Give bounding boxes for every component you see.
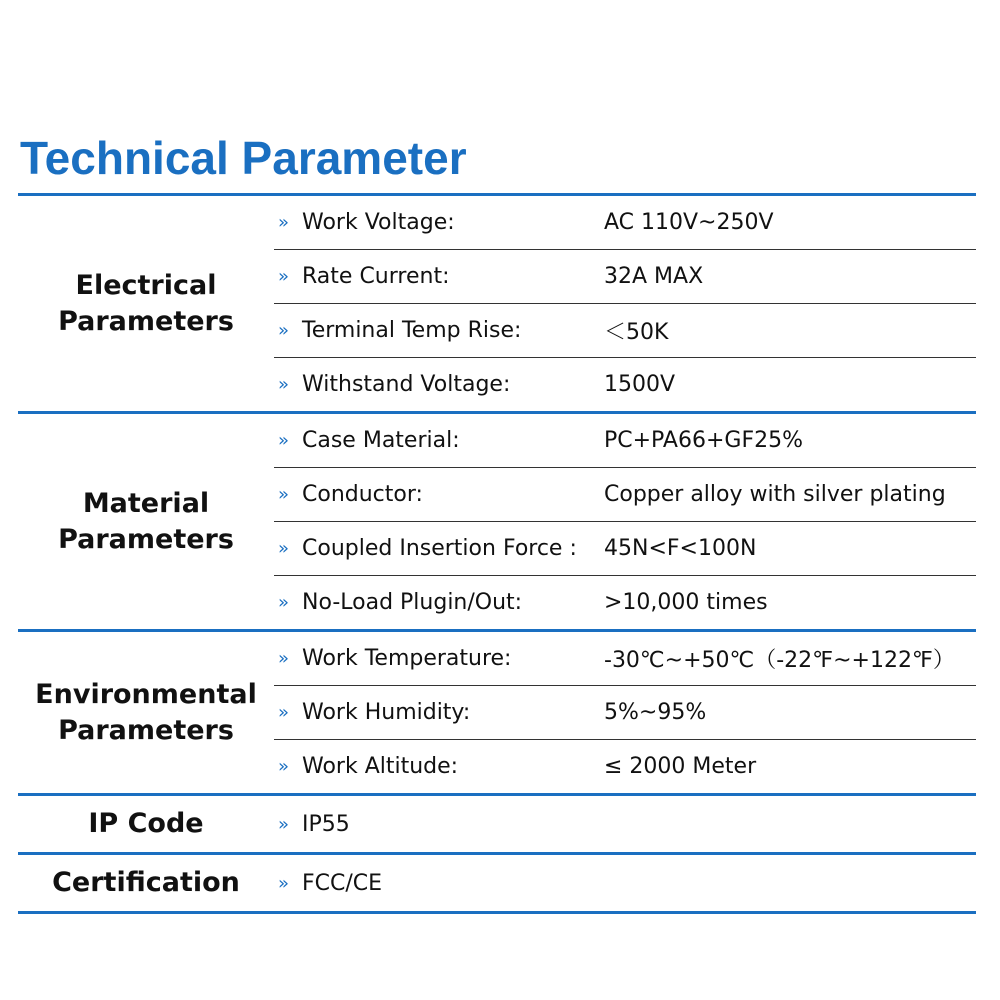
param-value: 45N<F<100N <box>604 536 757 561</box>
group-environmental-parameters <box>18 629 976 793</box>
spec-table <box>18 193 976 914</box>
table-row <box>274 304 976 358</box>
param-value: 32A MAX <box>604 264 704 289</box>
param-value: 1500V <box>604 372 676 397</box>
param-value: Copper alloy with silver plating <box>604 482 946 507</box>
group-rows <box>274 855 976 911</box>
group-label: Electrical Parameters <box>58 269 234 337</box>
group-electrical-parameters <box>18 193 976 411</box>
table-row <box>274 468 976 522</box>
group-rows <box>274 414 976 629</box>
param-value: -30℃~+50℃（-22℉~+122℉） <box>604 648 955 673</box>
bullet-icon: » <box>278 374 290 395</box>
table-row <box>274 358 976 411</box>
bullet-icon: » <box>278 266 290 287</box>
table-row <box>274 855 976 911</box>
param-value: ＜50K <box>604 320 669 345</box>
group-label-cell <box>18 796 274 852</box>
param-name: Terminal Temp Rise: <box>302 318 522 343</box>
bullet-icon: » <box>278 592 290 613</box>
group-label: IP Code <box>88 808 204 839</box>
param-name: Work Voltage: <box>302 210 455 235</box>
table-row <box>274 796 976 852</box>
param-name: Work Altitude: <box>302 754 459 779</box>
group-label-cell <box>18 632 274 793</box>
param-value: 5%~95% <box>604 700 707 725</box>
param-name: Work Temperature: <box>302 646 512 671</box>
bullet-icon: » <box>278 430 290 451</box>
group-label: Material Parameters <box>58 487 234 555</box>
group-rows <box>274 196 976 411</box>
group-rows <box>274 632 976 793</box>
group-label: Environmental Parameters <box>35 678 257 746</box>
bullet-icon: » <box>278 484 290 505</box>
table-row <box>274 196 976 250</box>
param-value: FCC/CE <box>302 870 383 896</box>
param-name: Rate Current: <box>302 264 450 289</box>
param-value: >10,000 times <box>604 590 768 615</box>
bullet-icon: » <box>278 813 290 835</box>
table-row <box>274 632 976 686</box>
group-certification <box>18 852 976 914</box>
param-name: Withstand Voltage: <box>302 372 511 397</box>
group-label-cell <box>18 196 274 411</box>
table-row <box>274 250 976 304</box>
bullet-icon: » <box>278 756 290 777</box>
param-value: IP55 <box>302 811 350 837</box>
bullet-icon: » <box>278 702 290 723</box>
bullet-icon: » <box>278 320 290 341</box>
table-row <box>274 522 976 576</box>
param-name: Work Humidity: <box>302 700 471 725</box>
group-material-parameters <box>18 411 976 629</box>
group-label-cell <box>18 855 274 911</box>
param-value: AC 110V~250V <box>604 210 774 235</box>
table-row <box>274 740 976 793</box>
table-row <box>274 414 976 468</box>
bullet-icon: » <box>278 212 290 233</box>
table-row <box>274 576 976 629</box>
param-name: Conductor: <box>302 482 423 507</box>
param-name: Case Material: <box>302 428 460 453</box>
param-name: No-Load Plugin/Out: <box>302 590 523 615</box>
group-rows <box>274 796 976 852</box>
param-value: ≤ 2000 Meter <box>604 754 757 779</box>
bullet-icon: » <box>278 538 290 559</box>
group-label: Certification <box>52 867 240 898</box>
param-value: PC+PA66+GF25% <box>604 428 803 453</box>
table-row <box>274 686 976 740</box>
page-title: Technical Parameter <box>20 132 467 184</box>
bullet-icon: » <box>278 648 290 669</box>
group-label-cell <box>18 414 274 629</box>
bullet-icon: » <box>278 872 290 894</box>
group-ip-code <box>18 793 976 852</box>
param-name: Coupled Insertion Force : <box>302 536 577 561</box>
